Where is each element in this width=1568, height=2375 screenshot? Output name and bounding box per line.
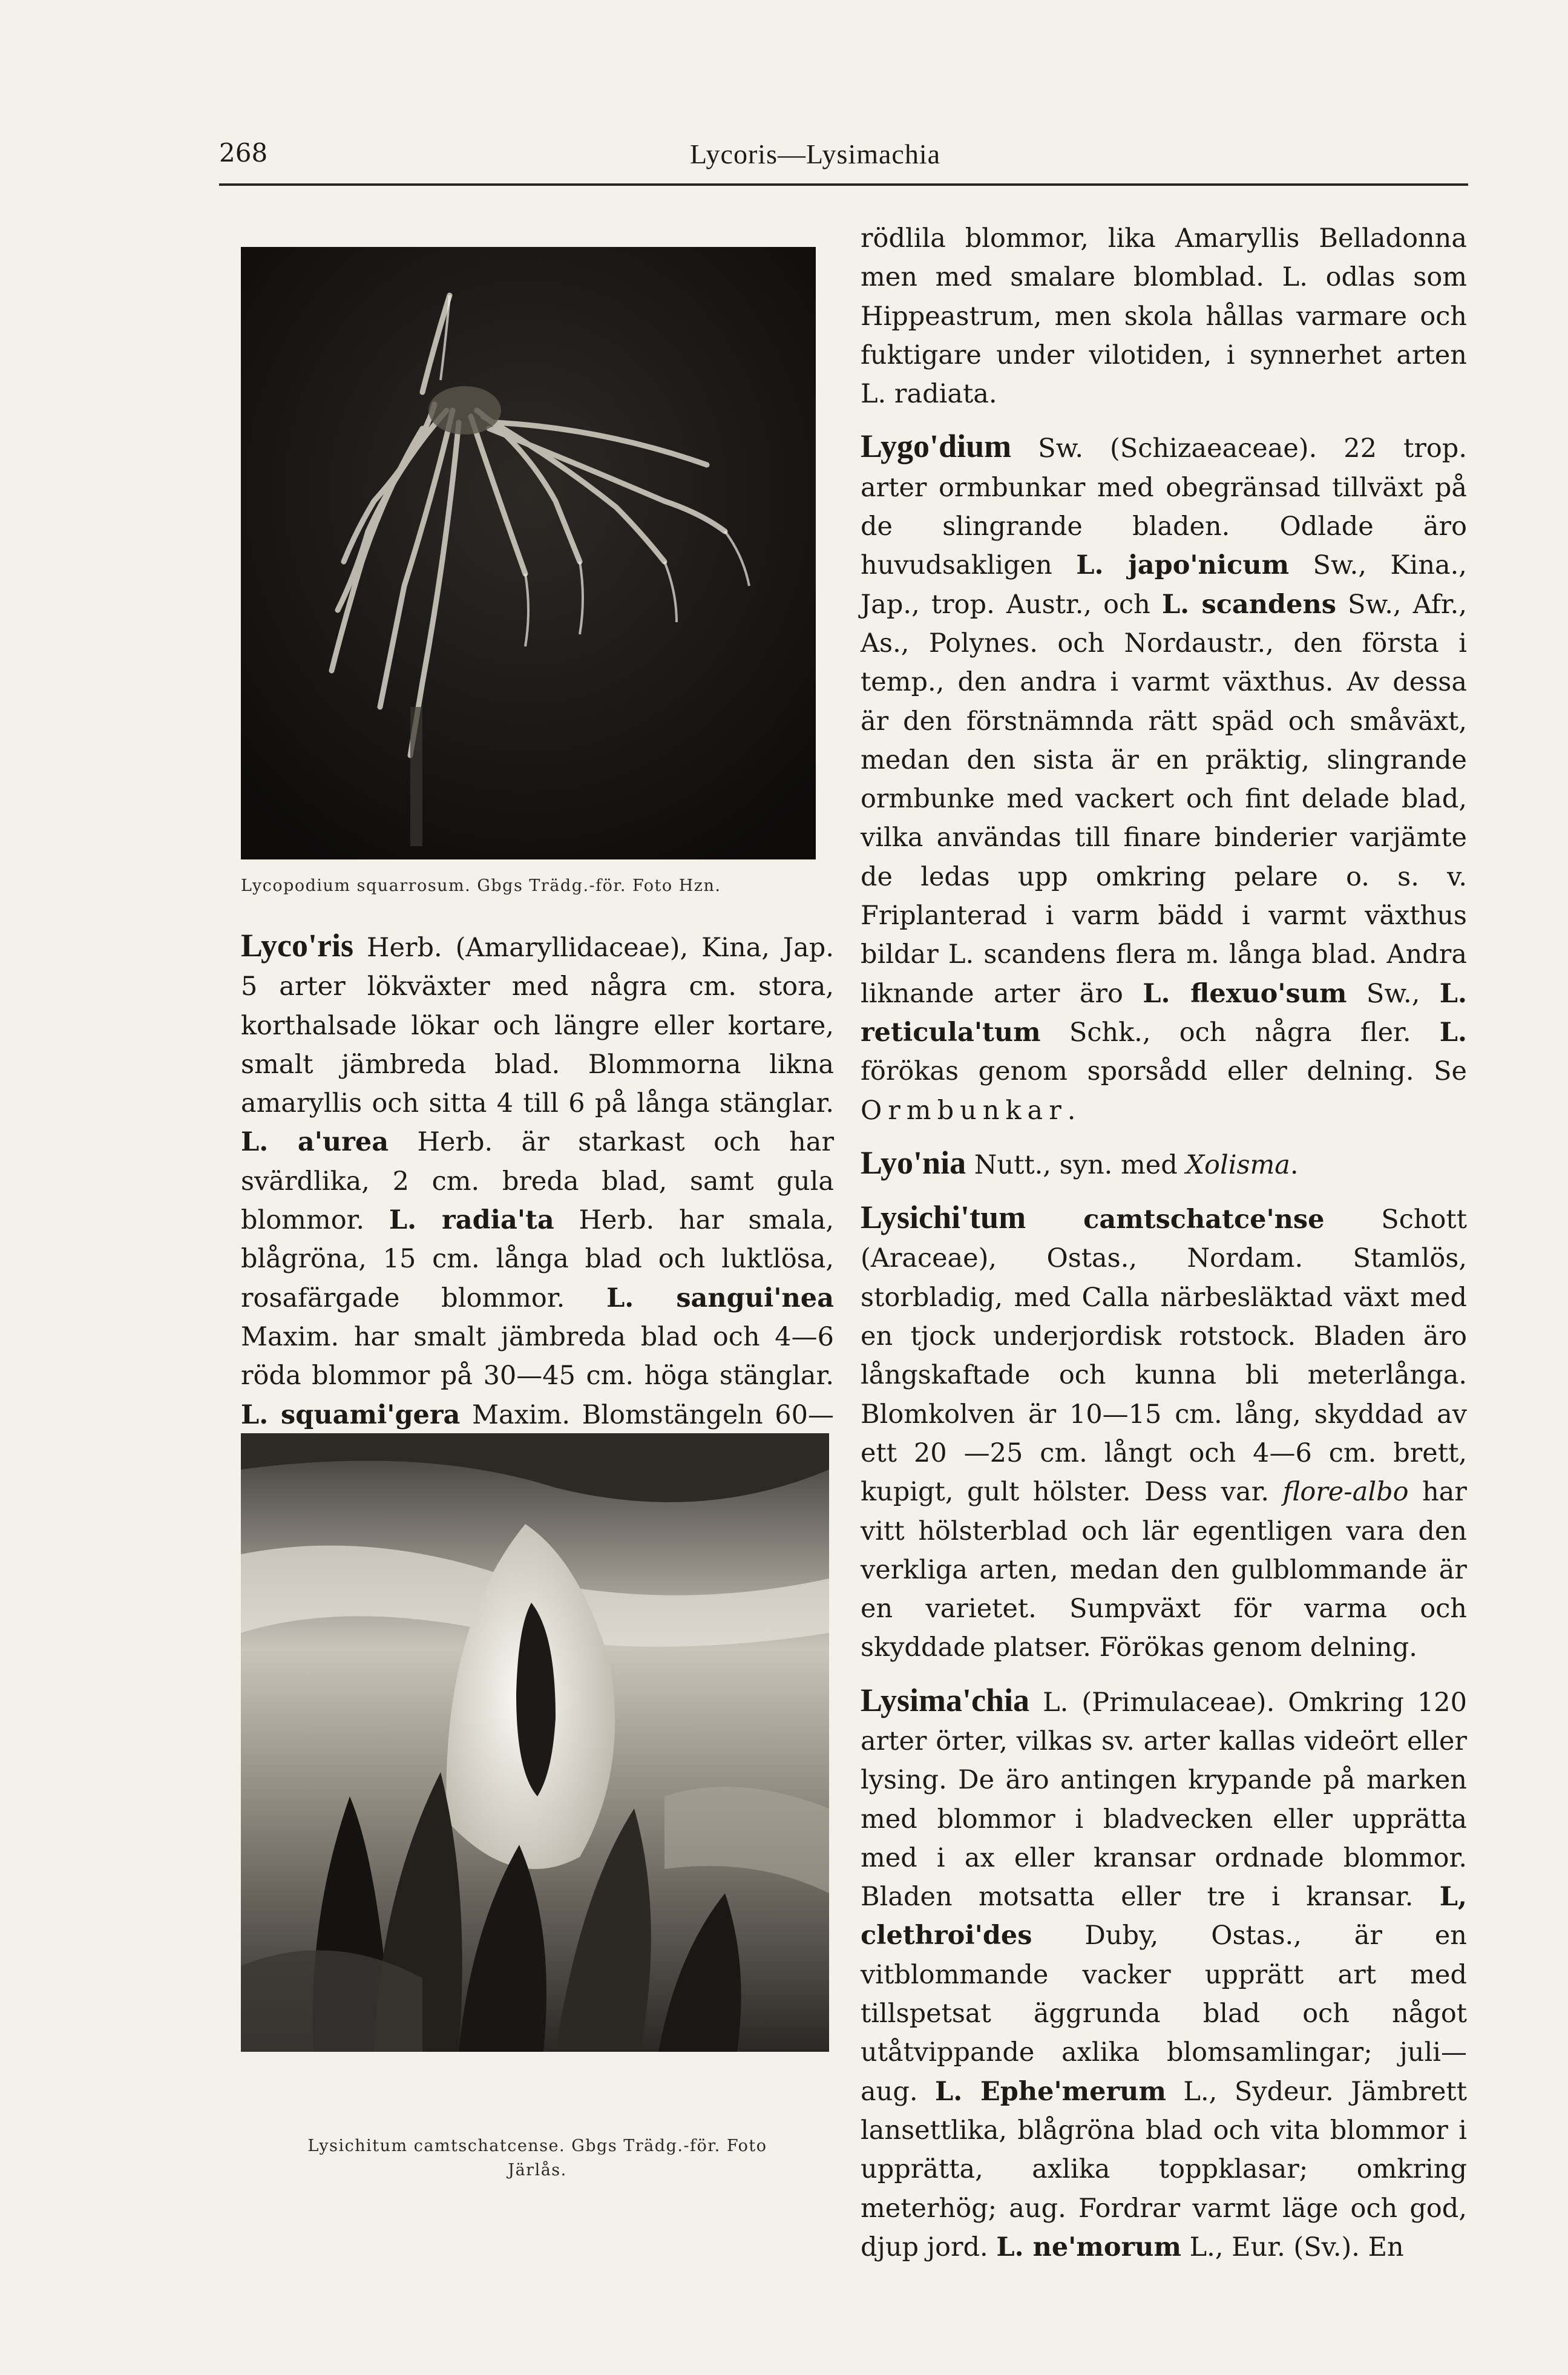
entry-continuation: rödlila blommor, lika Amaryllis Belladonna men med smalare blomblad. L. odlas som Hippeastrum, men skola hållas varmare och fuktigare under vilotiden, i synnerhet arten L. radiata. <box>861 223 1467 410</box>
entry-text: förökas genom sporsådd eller delning. Se <box>861 1056 1467 1087</box>
header-rule <box>219 183 1468 186</box>
headword: Lygo'dium <box>861 428 1012 465</box>
entry-lygodium <box>861 427 1467 1129</box>
variety-name: flore-albo <box>1282 1477 1409 1508</box>
entry-lysimachia <box>861 1681 1467 2267</box>
entry-lycoris <box>241 926 834 1473</box>
species-name: L. ne'morum <box>996 2232 1181 2262</box>
lysichitum-photo <box>241 1433 829 2052</box>
caption-line: Lysichitum camtschatcense. Gbgs Trädg.-för. Foto <box>307 2137 767 2155</box>
entry-text: har vitt hölsterblad och lär egentligen vara den verkliga arten, medan den gulblommande är en varietet. Sumpväxt för varma och skyddade platser. Förökas genom delning. <box>861 1477 1467 1663</box>
figure-caption <box>241 2134 834 2183</box>
entry-lysichitum <box>861 1198 1467 1667</box>
plant-photo-icon <box>241 1433 829 2052</box>
entry-text: Sw., Kina., Jap., trop. Austr., och <box>861 550 1467 620</box>
entry-text: Duby, Ostas., är en vitblommande vacker upprätt art med tillspetsat äggrunda blad och något utåtvippande axlika blomsamlingar; juli—aug. <box>861 1920 1467 2107</box>
species-name: L. reticula'tum <box>861 978 1467 1048</box>
running-head: Lycoris—Lysimachia <box>690 139 941 169</box>
entry-lyonia <box>861 1143 1467 1184</box>
headword: Lysichi'tum <box>861 1199 1026 1236</box>
synonym: Xolisma <box>1186 1149 1290 1180</box>
caption-line: Järlås. <box>508 2161 567 2180</box>
entry-text: . <box>1067 1095 1076 1126</box>
entry-text: L. (Primulaceae). Omkring 120 arter örter, vilkas sv. arter kallas videört eller lysing. De äro antingen krypande på marken med blommor i bladvecken eller upprätta med i ax eller kransar ordnade blommor. Bladen motsatta eller tre i kransar. <box>861 1687 1467 1913</box>
left-column <box>241 926 834 1473</box>
species-name: L. japo'nicum <box>1076 550 1290 581</box>
species-name: L. scandens <box>1161 589 1336 620</box>
lycopodium-photo <box>241 247 816 859</box>
entry-text: L., Sydeur. Jämbrett lansettlika, blågröna blad och vita blommor i upprätta, axlika toppklasar; omkring meterhög; aug. Fordrar varmt läge och god, djup jord. <box>861 2076 1467 2262</box>
headword: Lyo'nia <box>861 1144 966 1181</box>
entry-text: Sw., <box>1347 978 1440 1009</box>
entry-text: Maxim. har smalt jämbreda blad och 4—6 röda blommor på 30—45 cm. höga stänglar. <box>241 1321 834 1391</box>
species-name: camtschatce'nse <box>1026 1204 1325 1235</box>
cross-reference: Ormbunkar <box>861 1095 1068 1126</box>
headword: Lyco'ris <box>241 927 353 964</box>
figure-caption: Lycopodium squarrosum. Gbgs Trädg.-för. Foto Hzn. <box>241 876 721 895</box>
entry-text: L., Eur. (Sv.). En <box>1181 2232 1404 2262</box>
species-name: L. <box>1439 1017 1467 1048</box>
species-name: L. a'urea <box>241 1127 389 1158</box>
species-name: L. flexuo'sum <box>1143 978 1347 1009</box>
entry-text: Herb. (Amaryllidaceae), Kina, Jap. 5 arter lökväxter med några cm. stora, korthalsade lökar och längre eller kortare, smalt jämbreda blad. Blommorna likna amaryllis och sitta 4 till 6 på långa stänglar. <box>241 933 834 1119</box>
right-column <box>861 219 1467 2267</box>
headword: Lysima'chia <box>861 1681 1030 1718</box>
entry-text: Maxim. Blomstängeln 60— <box>471 1399 834 1430</box>
species-name: L. sangui'nea <box>606 1283 834 1313</box>
entry-text: . <box>1290 1149 1299 1180</box>
species-name: L. radia'ta <box>389 1205 554 1236</box>
entry-text: Sw. (Schizaeaceae). 22 trop. arter ormbunkar med obegränsad tillväxt på de slingrande bladen. Odlade äro huvudsakligen <box>861 433 1467 581</box>
page-number: 268 <box>219 138 268 168</box>
entry-text: Herb. har smala, blågröna, 15 cm. långa blad och luktlösa, rosafärgade blommor. <box>241 1205 835 1313</box>
plant-photo-icon <box>241 247 816 859</box>
entry-text: Sw., Afr., As., Polynes. och Nordaustr., den första i temp., den andra i varmt växthus. Av dessa är den förstnämnda rätt späd och småväxt, medan den sista är en präktig, slingrande ormbunke med vackert och fint delade blad, vilka användas till finare binderier varjämte de ledas upp omkring pelare o. s. v. Friplanterad i varm bädd i varmt växthus bildar L. scandens flera m. långa blad. Andra liknande arter äro <box>861 589 1468 1009</box>
entry-text: Schott (Araceae), Ostas., Nordam. Stamlös, storbladig, med Calla närbesläktad växt med en tjock underjordisk rotstock. Bladen äro långskaftade och kunna bli meterlånga. Blomkolven är 10—15 cm. lång, skyddad av ett 20 —25 cm. långt och 4—6 cm. brett, kupigt, gult hölster. Dess var. <box>861 1204 1467 1508</box>
species-name: L. Ephe'merum <box>935 2076 1166 2107</box>
species-name: L, clethroi'des <box>861 1882 1467 1951</box>
species-name: L. squami'gera <box>241 1399 461 1430</box>
entry-text: Schk., och några fler. <box>1040 1017 1440 1048</box>
entry-text: Herb. är starkast och har svärdlika, 2 cm. breda blad, samt gula blommor. <box>241 1127 834 1236</box>
entry-text: Nutt., syn. med <box>966 1149 1186 1180</box>
